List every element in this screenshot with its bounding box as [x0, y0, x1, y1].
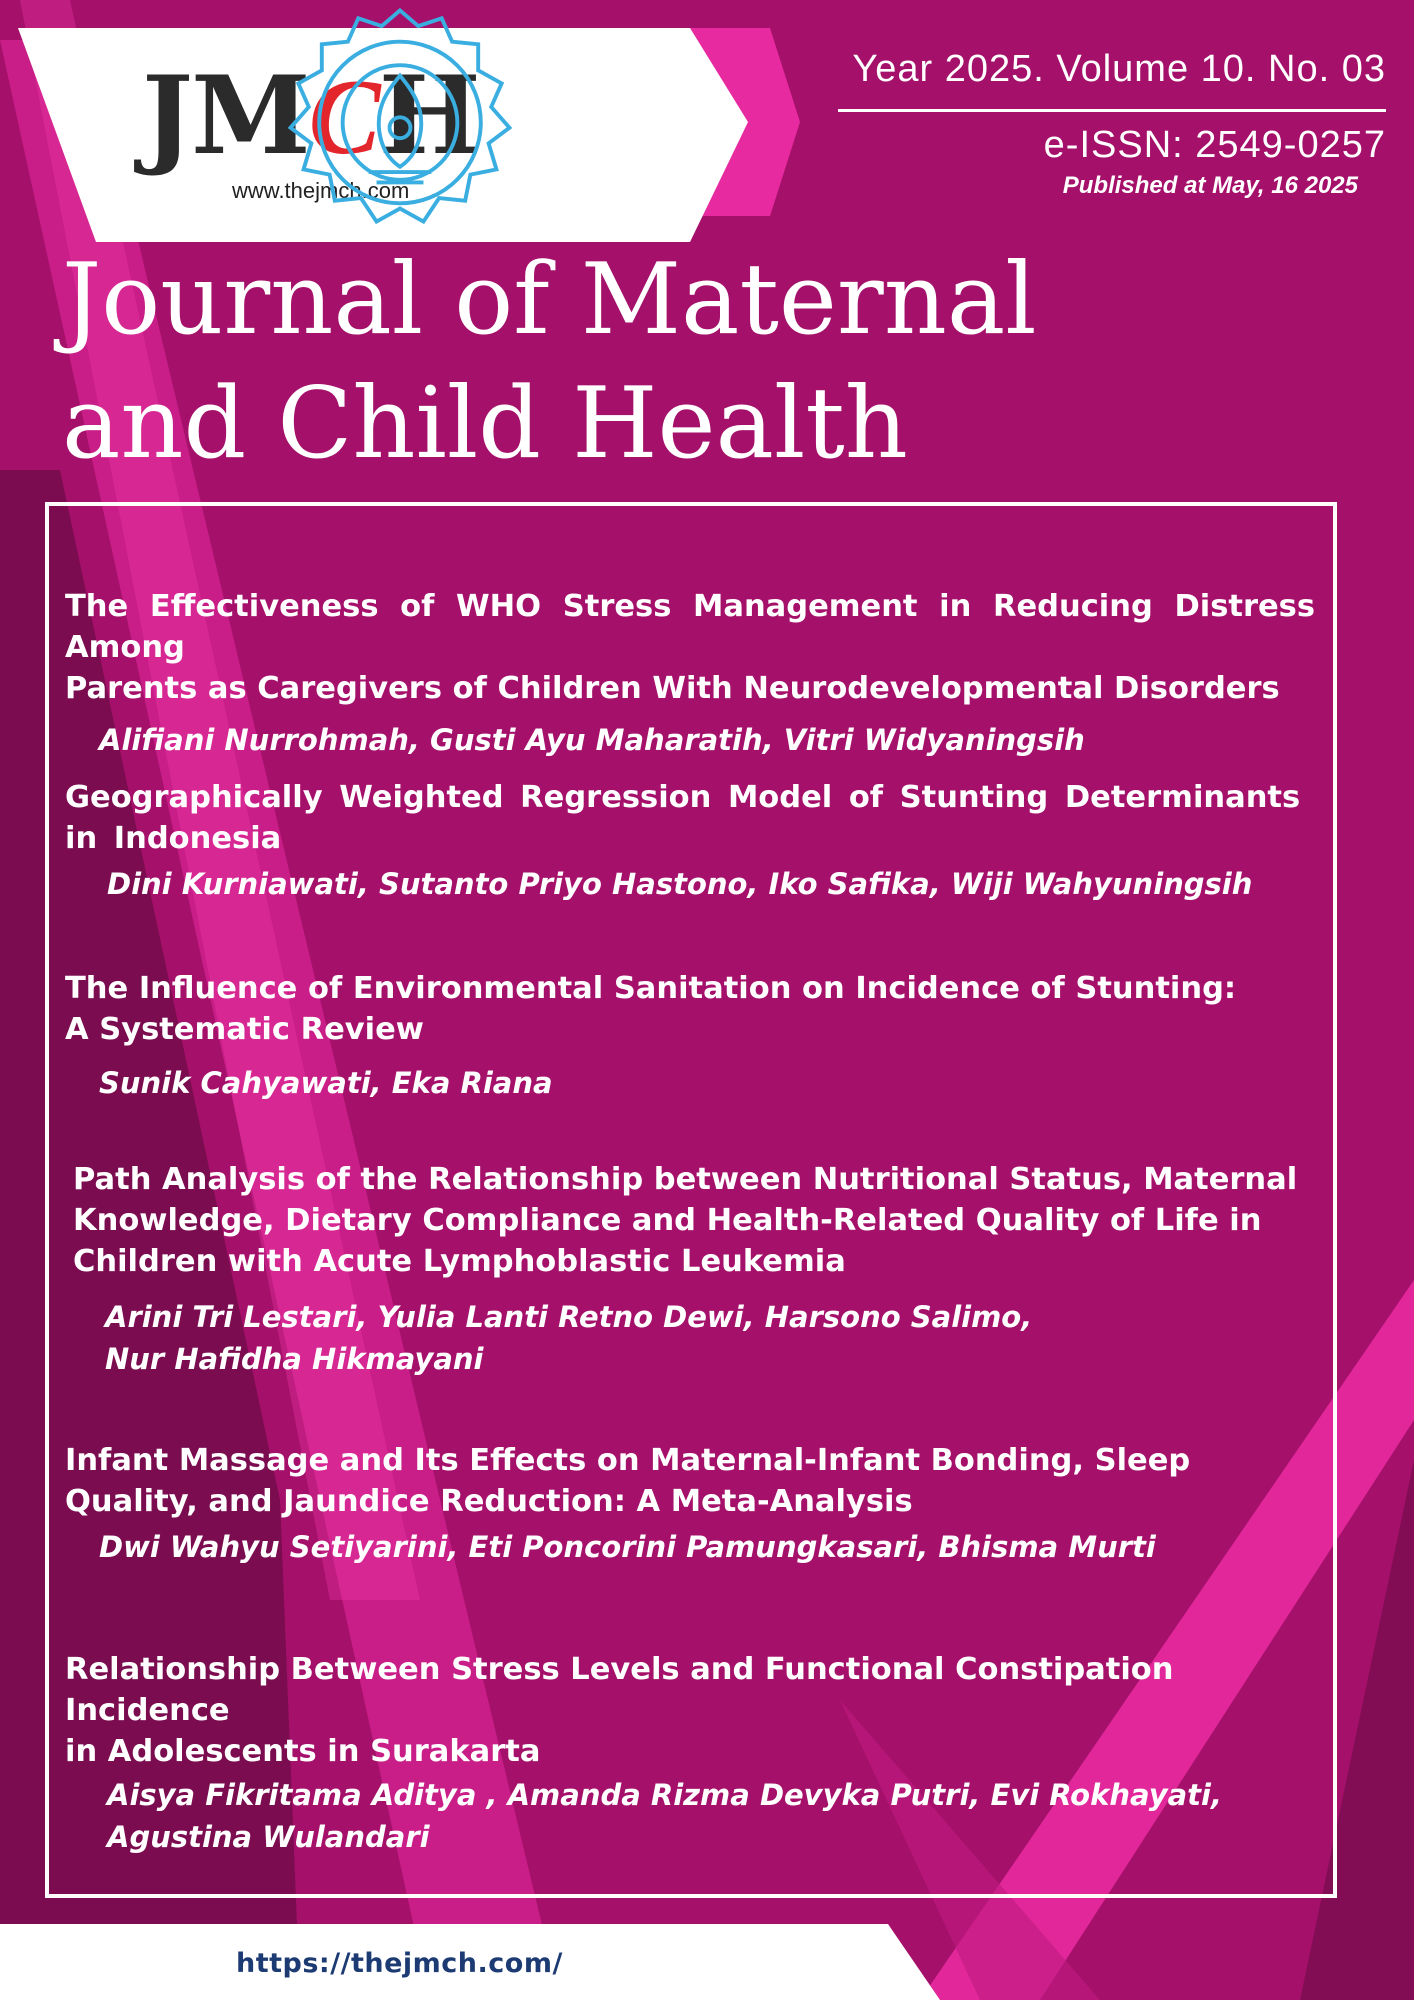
journal-title: [62, 238, 1262, 486]
logo-mother-child-mark: C: [308, 58, 379, 177]
article-authors: [65, 863, 1315, 905]
article-1[interactable]: [65, 586, 1315, 761]
article-title[interactable]: [65, 1440, 1315, 1522]
article-title[interactable]: [65, 586, 1315, 709]
university-seal-icon: [0, 0, 800, 245]
logo-text-left: JM: [142, 53, 309, 179]
logo-website: www.thejmch.com: [232, 178, 410, 203]
journal-title-line-1: Journal of Maternal: [62, 243, 1037, 357]
authors-line: Dini Kurniawati, Sutanto Priyo Hastono, Iko Safika, Wiji Wahyuningsih: [107, 867, 1253, 901]
article-title-line: Path Analysis of the Relationship between Nutritional Status, Maternal: [73, 1162, 1298, 1197]
authors-line: Nur Hafidha Hikmayani: [105, 1342, 484, 1376]
authors-line: Dwi Wahyu Setiyarini, Eti Poncorini Pamungkasari, Bhisma Murti: [99, 1530, 1156, 1564]
article-title-line: Relationship Between Stress Levels and Functional Constipation Incidence: [65, 1652, 1174, 1728]
header-divider: [838, 109, 1386, 112]
authors-line: Aisya Fikritama Aditya , Amanda Rizma Devyka Putri, Evi Rokhayati,: [107, 1778, 1222, 1812]
article-title-line: Children with Acute Lymphoblastic Leukemia: [73, 1244, 846, 1279]
article-title-line: in Adolescents in Surakarta: [65, 1734, 541, 1769]
authors-line: Alifiani Nurrohmah, Gusti Ayu Maharatih, Vitri Widyaningsih: [99, 723, 1085, 757]
article-2[interactable]: [65, 777, 1315, 905]
article-6[interactable]: [65, 1649, 1315, 1858]
article-title[interactable]: [65, 777, 1315, 859]
issn: e-ISSN: 2549-0257: [1043, 124, 1386, 166]
authors-line: Arini Tri Lestari, Yulia Lanti Retno Dewi, Harsono Salimo,: [105, 1300, 1033, 1334]
issue-info: Year 2025. Volume 10. No. 03: [852, 48, 1386, 90]
article-authors: [65, 719, 1315, 761]
footer-website-link[interactable]: https://thejmch.com/: [236, 1948, 563, 1979]
article-authors: [65, 1526, 1315, 1568]
article-authors: [65, 1774, 1315, 1858]
article-5[interactable]: [65, 1440, 1315, 1568]
article-title-line: The Effectiveness of WHO Stress Management in Reducing Distress Among: [65, 589, 1315, 665]
article-3[interactable]: [65, 968, 1315, 1104]
article-authors: [65, 1062, 1315, 1104]
article-title[interactable]: [65, 1649, 1315, 1772]
authors-line: Sunik Cahyawati, Eka Riana: [99, 1066, 553, 1100]
article-title-line: Parents as Caregivers of Children With Neurodevelopmental Disorders: [65, 671, 1280, 706]
article-title[interactable]: [65, 968, 1315, 1050]
article-title-line: Infant Massage and Its Effects on Maternal-Infant Bonding, Sleep: [65, 1443, 1191, 1478]
authors-line: Agustina Wulandari: [107, 1820, 430, 1854]
article-title-line: Quality, and Jaundice Reduction: A Meta-Analysis: [65, 1484, 913, 1519]
article-title-line: Knowledge, Dietary Compliance and Health-Related Quality of Life in: [73, 1203, 1262, 1238]
article-title-line: Geographically Weighted Regression Model of Stunting Determinants: [65, 780, 1301, 815]
article-title-line: in Indonesia: [65, 821, 282, 856]
header-banner: [0, 0, 800, 245]
logo-text-right: H: [378, 53, 479, 179]
article-title-line: The Influence of Environmental Sanitation on Incidence of Stunting:: [65, 971, 1237, 1006]
publication-date: Published at May, 16 2025: [1062, 172, 1358, 199]
article-title[interactable]: [73, 1159, 1323, 1282]
journal-title-line-2: and Child Health: [62, 367, 908, 481]
article-title-line: A Systematic Review: [65, 1012, 424, 1047]
article-4[interactable]: [73, 1159, 1323, 1380]
article-authors: [73, 1296, 1323, 1380]
